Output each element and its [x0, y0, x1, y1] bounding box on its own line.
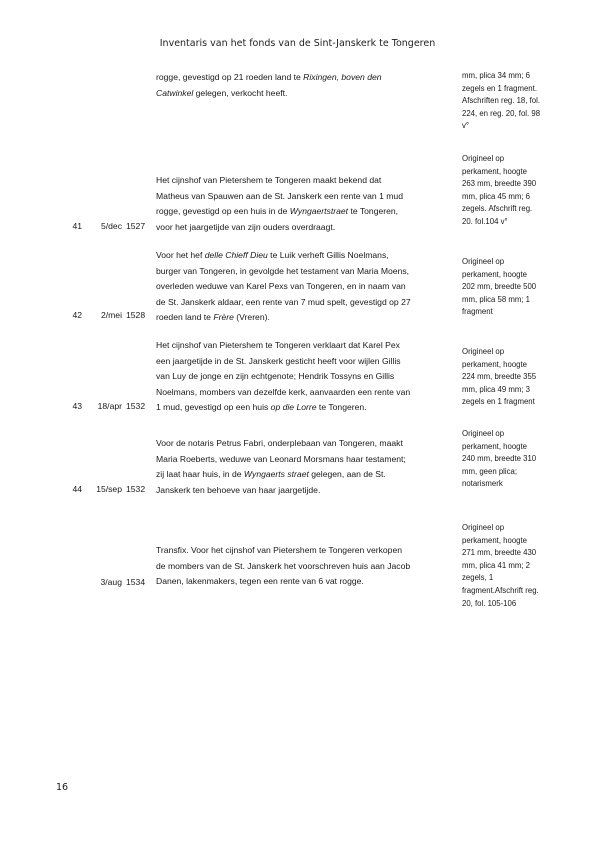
description-text: te Tongeren. — [316, 402, 367, 412]
entry-date: 3/aug — [100, 577, 122, 587]
description-text: gelegen, aan de St. — [308, 469, 386, 479]
physical-description: mm, plica 34 mm; 6 zegels en 1 fragment. Afschriften reg. 18, fol. 224, en reg. 20, fol. 98 v° — [462, 71, 541, 131]
description-text: Maria Roeberts, weduwe van Leonard Morsmans haar testament; — [156, 453, 406, 464]
description-text: te Tongeren, — [348, 206, 399, 216]
entry-year: 1534 — [126, 577, 146, 587]
physical-description: Origineel op perkament, hoogte 202 mm, breedte 500 mm, plica 58 mm; 1 fragment — [462, 257, 537, 317]
entry-number: 43 — [72, 401, 82, 411]
description-text: Het cijnshof van Pietershem te Tongeren verklaart dat Karel Pex — [156, 340, 400, 350]
description-text: (Vreren). — [233, 312, 270, 322]
physical-description: Origineel op perkament, hoogte 263 mm, breedte 390 mm, plica 45 mm; 6 zegels. Afschrift reg. 20. fol.104 v° — [462, 154, 537, 226]
description-text: Janskerk ten behoeve van haar jaargetijde. — [156, 484, 321, 495]
description-text: gelegen, verkocht heeft. — [193, 87, 288, 98]
entry-date: 15/sep — [96, 484, 122, 494]
italic-place-name: Wyngaertstraet — [289, 206, 349, 216]
description-text: de mombers van de St. Janskerk het voorschreven huis aan Jacob — [156, 560, 411, 571]
description-text: rogge, gevestigd op 21 roeden land te — [156, 72, 304, 82]
entry-description — [156, 70, 456, 101]
description-text: voor het jaargetijde van zijn ouders overdraagt. — [156, 221, 336, 232]
description-text: Het cijnshof van Pietershem te Tongeren maakt bekend dat — [156, 175, 382, 185]
entry-date: 18/apr — [97, 401, 122, 411]
description-text: van Luy de jonge en zijn echtgenote; Hendrik Tossyns en Gillis — [156, 371, 395, 381]
description-text: overleden weduwe van Karel Pexs van Tongeren, en in naam van — [156, 281, 406, 291]
physical-description: Origineel op perkament, hoogte 240 mm, breedte 310 mm, geen plica; notarismerk — [462, 429, 537, 489]
entry-description — [156, 173, 456, 235]
description-text: roeden land te — [156, 312, 214, 322]
entry-description — [156, 543, 456, 590]
description-text: te Luik verheft Gillis Noelmans, — [267, 250, 389, 260]
italic-place-name: delle Chieff Dieu — [204, 250, 268, 260]
description-text: de St. Janskerk aldaar, een rente van 7 mud spelt, gevestigd op 27 — [156, 296, 411, 307]
description-text: Danen, lakenmakers, tegen een rente van 6 vat rogge. — [156, 576, 364, 586]
physical-description: Origineel op perkament, hoogte 224 mm, breedte 355 mm, plica 49 mm; 3 zegels en 1 fragment — [462, 347, 537, 407]
description-text: 1 mud, gevestigd op een huis — [156, 402, 271, 412]
entry-date: 5/dec — [100, 221, 122, 231]
italic-place-name: Frère — [213, 312, 234, 322]
entry-year: 1528 — [126, 310, 146, 320]
description-text: Matheus van Spauwen aan de St. Janskerk een rente van 1 mud — [156, 190, 403, 201]
page-number: 16 — [56, 782, 69, 793]
description-text: Voor het hef — [156, 250, 205, 260]
italic-place-name: op die Lorre — [270, 402, 317, 412]
page-header: Inventaris van het fonds van de Sint-Janskerk te Tongeren — [159, 38, 436, 49]
italic-place-name: Rixingen, boven den — [303, 72, 382, 82]
description-text: zij laat haar huis, in de — [156, 469, 244, 479]
entry-year: 1532 — [126, 401, 146, 411]
description-text: burger van Tongeren, in gevolgde het testament van Maria Moens, — [156, 265, 410, 276]
entry-description — [156, 248, 456, 326]
entry-description — [156, 436, 456, 498]
description-text: een jaargetijde in de St. Janskerk gesticht heeft voor wijlen Gillis — [156, 355, 401, 366]
description-text: Noelmans, mombers van dezelfde kerk, aanvaarden een rente van — [156, 386, 411, 397]
entry-date: 2/mei — [100, 310, 122, 320]
description-text: rogge, gevestigd op een huis in de — [156, 206, 290, 216]
italic-place-name: Wyngaerts straet — [243, 469, 309, 479]
entry-number: 42 — [72, 310, 82, 320]
entry-year: 1532 — [126, 484, 146, 494]
entry-year: 1527 — [126, 221, 146, 231]
description-text: Transfix. Voor het cijnshof van Pietershem te Tongeren verkopen — [156, 545, 403, 555]
entry-description — [156, 338, 456, 416]
physical-description: Origineel op perkament, hoogte 271 mm, breedte 430 mm, plica 41 mm; 2 zegels, 1 fragment.Afschrift reg. 20, fol. 105-106 — [462, 523, 539, 608]
description-text: Voor de notaris Petrus Fabri, onderplebaan van Tongeren, maakt — [156, 438, 403, 448]
italic-place-name: Catwinkel — [156, 87, 194, 98]
entry-number: 44 — [72, 484, 82, 494]
entry-number: 41 — [72, 221, 82, 231]
